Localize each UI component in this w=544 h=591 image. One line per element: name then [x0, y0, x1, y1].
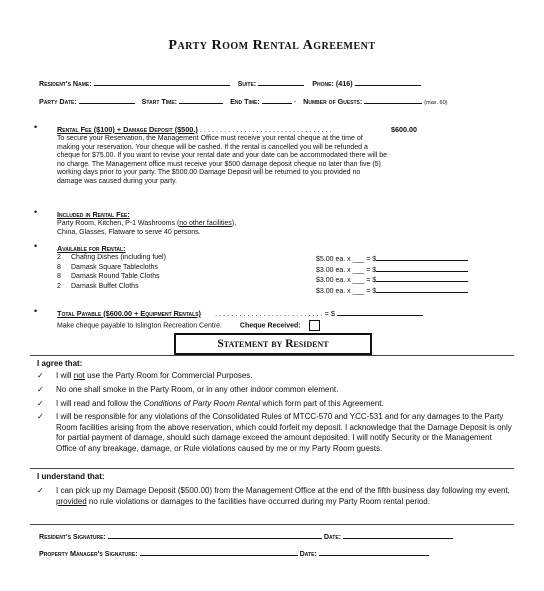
check-icon: ✓ [37, 412, 44, 421]
rental-fee-dots: . . . . . . . . . . . . . . . . . . . . . . . . . . . . . . . . . [199, 125, 332, 134]
item-price: $3.00 ea. x ___ = $ [316, 266, 377, 274]
start-time-field[interactable] [179, 96, 223, 104]
start-time-label: Start Time: [141, 97, 178, 106]
item-price-formula [316, 254, 468, 296]
end-time-dash: - [293, 97, 297, 106]
total-line [57, 309, 423, 318]
included-line-1 [57, 220, 236, 229]
item-total-field[interactable] [376, 265, 468, 272]
party-date-label: Party Date: [39, 97, 77, 106]
guests-field[interactable] [364, 96, 422, 104]
item-name: Damask Buffet Cloths [71, 282, 139, 290]
bullet-dot: • [34, 122, 38, 132]
bullet-dot: • [34, 306, 38, 316]
total-label: Total Payable ($600.00 + Equipment Rentals) [57, 309, 201, 318]
item-qty: 8 [57, 273, 61, 281]
resident-name-field[interactable] [94, 78, 230, 86]
end-time-label: End Time: [230, 97, 260, 106]
item-qty: 2 [57, 254, 61, 261]
party-date-field[interactable] [79, 96, 135, 104]
understand-heading: I understand that: [37, 472, 105, 481]
included-heading: Included in Rental Fee: [57, 210, 130, 219]
end-time-field[interactable] [262, 96, 292, 104]
check-icon: ✓ [37, 385, 44, 394]
item-name: Chafing Dishes (including fuel) [71, 254, 166, 261]
agree-text-end: which form part of this Agreement. [260, 399, 384, 408]
included-heading-wrap [57, 210, 130, 219]
understand-underlined: provided [56, 496, 87, 506]
item-qty: 2 [57, 282, 61, 290]
check-icon: ✓ [37, 371, 44, 380]
item-name: Damask Square Tablecloths [71, 263, 159, 271]
understand-text-b: no rule violations or damages to the facilities have occurred during my Party Room rental period. [86, 496, 430, 506]
suite-field[interactable] [258, 78, 304, 86]
available-heading-wrap [57, 244, 126, 253]
item-price: $3.00 ea. x ___ = $ [316, 277, 377, 285]
agree-item [56, 399, 512, 410]
phone-field[interactable] [355, 78, 421, 86]
rental-fee-body: To secure your Reservation, the Management Office must receive your rental cheque at the time of making your reservation. Your cheque will be cashed. If the rental is cancelled you will be refunded a cheque for $75.00. If you want to revise your rental date and your date can be accommodated there will be no charge. The Management office must receive your $500 damage deposit cheque no later than five (5) working days prior to your party. The $500.00 Damage Deposit will be returned to you provided no damage was caused during your party. [57, 135, 387, 185]
item-price: $3.00 ea. x ___ = $ [316, 287, 377, 295]
rental-item-row [57, 273, 160, 282]
resident-signature-row [39, 531, 453, 541]
agree-italic: Conditions of Party Room Rental [143, 399, 261, 408]
rental-item-row [57, 254, 166, 263]
divider [30, 355, 514, 356]
cheque-received-checkbox[interactable] [309, 320, 320, 331]
divider [30, 468, 514, 469]
agree-text: I will read and follow the [56, 399, 144, 408]
resident-signature-label: Resident's Signature: [39, 532, 106, 541]
rental-fee-heading: Rental Fee ($100) + Damage Deposit ($500.) [57, 125, 198, 134]
cheque-received-label: Cheque Received: [239, 322, 301, 330]
item-name: Damask Round Table Cloths [71, 273, 160, 281]
agree-item: No one shall smoke in the Party Room, or in any other indoor common element. [56, 385, 339, 394]
agree-text: I will [56, 371, 74, 380]
total-dots: . . . . . . . . . . . . . . . . . . . . . . . . . . . = [215, 309, 329, 318]
included-underlined-text: no other facilities [179, 220, 232, 227]
phone-label: Phone: (416) [312, 79, 353, 88]
rental-item-row [57, 264, 158, 273]
header-row-2 [39, 96, 448, 106]
agree-text-end: use the Party Room for Commercial Purposes. [84, 371, 253, 380]
total-field[interactable] [337, 309, 423, 316]
item-total-field[interactable] [376, 254, 468, 261]
suite-label: Suite: [237, 79, 257, 88]
included-line-2: China, Glasses, Flatware to serve 40 persons. [57, 229, 201, 236]
total-currency: $ [330, 309, 335, 318]
understand-text-a: I can pick up my Damage Deposit ($500.00) from the Management Office at the end of the fifth business day following my event, [56, 486, 510, 495]
divider [30, 524, 514, 525]
included-text: Party Room, Kitchen, P-1 Washrooms ( [57, 220, 180, 227]
statement-heading: Statement by Resident [174, 333, 372, 355]
payable-text: Make cheque payable to Islington Recreation Centre. [57, 322, 222, 330]
included-text-end: ), [231, 220, 237, 227]
date-label: Date: [299, 549, 317, 558]
agree-item [56, 371, 512, 382]
rental-fee-amount: $600.00 [391, 125, 417, 134]
item-total-field[interactable] [376, 286, 468, 293]
check-icon: ✓ [37, 399, 44, 408]
agree-heading: I agree that: [37, 359, 83, 368]
manager-signature-label: Property Manager's Signature: [39, 549, 138, 558]
document-title: Party Room Rental Agreement [168, 38, 376, 53]
check-icon: ✓ [37, 486, 44, 495]
bullet-dot: • [34, 207, 38, 217]
resident-date-field[interactable] [343, 531, 453, 539]
item-total-field[interactable] [376, 275, 468, 282]
guests-label: Number of Guests: [303, 97, 363, 106]
item-price: $5.00 ea. x ___ = $ [316, 256, 377, 263]
bullet-dot: • [34, 241, 38, 251]
agree-underlined: not [73, 371, 85, 380]
resident-signature-field[interactable] [108, 531, 322, 539]
payable-line [57, 320, 320, 331]
rental-fee-line [57, 125, 332, 134]
understand-text [56, 486, 512, 507]
header-row-1 [39, 78, 421, 88]
date-label: Date: [323, 532, 342, 541]
rental-item-row [57, 283, 139, 292]
manager-signature-field[interactable] [140, 548, 298, 556]
guests-max-note: (max. 60) [424, 100, 448, 106]
agree-item: I will be responsible for any violations of the Consolidated Rules of MTCC-570 and YCC-531 and for any damages to the Party Room facilities arising from the above reservation, which could forfeit my deposit. I acknowledge that the Damage Deposit is only for partial payment of damage, should such damage exceed the amount deposited. I will notify Security or the Management Office of any breakage, damage, or Rule violations caused by me or my Party Room guests. [56, 412, 512, 453]
available-heading: Available for Rental: [57, 244, 126, 253]
item-qty: 8 [57, 263, 61, 271]
manager-date-field[interactable] [319, 548, 429, 556]
resident-name-label: Resident's Name: [39, 79, 92, 88]
manager-signature-row [39, 548, 429, 558]
